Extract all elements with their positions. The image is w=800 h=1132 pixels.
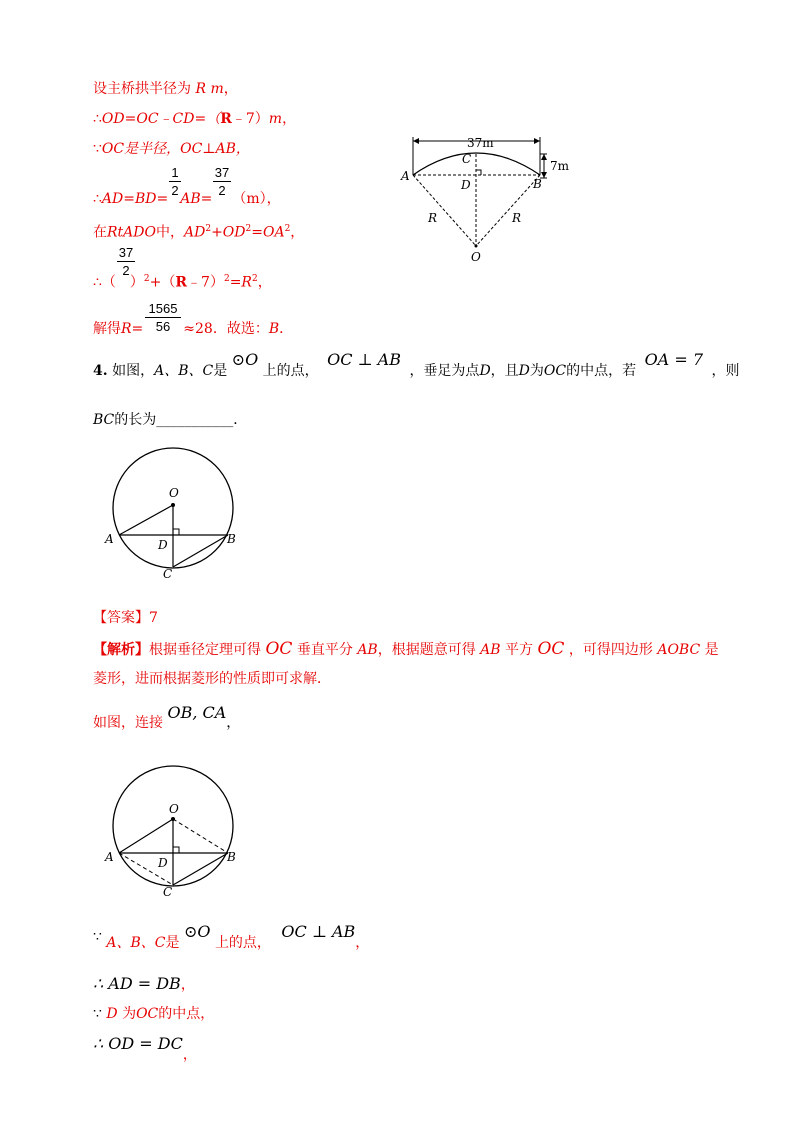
sol3-line2 bbox=[93, 110, 296, 128]
text: ， bbox=[257, 274, 272, 291]
analysis-tag: 【解析】 bbox=[93, 642, 149, 658]
math-odot-O: ⊙O bbox=[183, 922, 211, 941]
text: 是 bbox=[704, 642, 719, 658]
superscript: 2 bbox=[143, 274, 150, 284]
line-OB-dashed bbox=[173, 819, 228, 853]
numerator: 37 bbox=[214, 165, 230, 180]
therefore-symbol: ∴ bbox=[93, 191, 102, 207]
fraction-bar bbox=[117, 261, 135, 262]
text: AOBC bbox=[657, 642, 701, 658]
because-symbol: ∵ bbox=[93, 929, 102, 945]
superscript: 2 bbox=[245, 224, 252, 234]
sol3-line3 bbox=[93, 140, 250, 158]
text: ， bbox=[182, 1047, 197, 1063]
label-A: A bbox=[105, 850, 114, 864]
text: ﹣7） bbox=[187, 274, 224, 291]
text: ， bbox=[226, 715, 241, 731]
label-D: D bbox=[461, 178, 471, 192]
math-OC: OC bbox=[265, 639, 293, 659]
numerator: 37 bbox=[118, 245, 134, 260]
var-R: R bbox=[175, 274, 188, 291]
text: AB bbox=[480, 642, 501, 658]
point-O bbox=[171, 503, 175, 507]
sol3-line7 bbox=[93, 320, 293, 338]
superscript: 2 bbox=[251, 274, 258, 284]
denominator: 56 bbox=[155, 319, 171, 334]
text: A、B、C bbox=[154, 363, 214, 379]
text: ，根据题意可得 bbox=[377, 642, 476, 658]
fraction-bar bbox=[213, 181, 231, 182]
label-7m: 7m bbox=[550, 159, 570, 173]
text: OC bbox=[136, 1006, 159, 1022]
label-37m: 37m bbox=[467, 136, 494, 150]
text: 菱形，进而根据菱形的性质即可求解． bbox=[93, 671, 331, 687]
text: ． bbox=[279, 321, 294, 337]
text: D bbox=[479, 363, 491, 379]
text: ，则 bbox=[711, 363, 740, 379]
text: OC bbox=[543, 363, 567, 379]
arrow-right-icon bbox=[534, 138, 540, 144]
label-O: O bbox=[471, 250, 481, 264]
sol3-line6 bbox=[93, 270, 272, 292]
answer-value: 7 bbox=[149, 610, 158, 626]
text: 是 bbox=[213, 363, 228, 379]
q4-line1 bbox=[93, 350, 740, 380]
analysis-line2 bbox=[93, 670, 331, 688]
text: ， bbox=[180, 977, 195, 993]
text: AB= bbox=[180, 191, 213, 207]
text: OD=OC﹣CD=（ bbox=[101, 111, 221, 127]
arrow-down-icon bbox=[541, 172, 547, 178]
text: D bbox=[106, 1006, 118, 1022]
text: A、B、C bbox=[106, 935, 166, 951]
answer-tag: 【答案】 bbox=[93, 610, 149, 626]
question-number: 4. bbox=[93, 363, 108, 379]
text: =OA bbox=[251, 224, 285, 241]
label-C: C bbox=[163, 885, 173, 898]
text: 为 bbox=[529, 363, 544, 379]
proof-line1 bbox=[93, 922, 370, 952]
label-B: B bbox=[227, 850, 236, 864]
label-C: C bbox=[462, 152, 472, 166]
text: BC bbox=[93, 412, 115, 428]
sol3-line5 bbox=[93, 220, 304, 242]
label-R-left: R bbox=[428, 211, 438, 225]
text: +OD bbox=[211, 224, 246, 241]
proof-line3 bbox=[93, 1005, 214, 1023]
superscript: 2 bbox=[284, 224, 291, 234]
text: ， bbox=[355, 935, 370, 951]
math-odot-O: ⊙O bbox=[231, 350, 259, 369]
math-OC-perp-AB: OC ⊥ AB bbox=[327, 350, 401, 369]
text: 在 bbox=[93, 224, 107, 241]
text: 中， bbox=[155, 224, 184, 241]
text: ，且 bbox=[490, 363, 519, 379]
label-C: C bbox=[163, 567, 173, 580]
text: 解得 bbox=[93, 321, 121, 337]
text: 设主桥拱半径为 bbox=[93, 81, 191, 97]
label-B: B bbox=[533, 177, 542, 191]
text: 垂直平分 bbox=[296, 642, 353, 658]
circle-figure-solution bbox=[103, 763, 248, 898]
fraction-bar bbox=[169, 181, 181, 182]
text: ≈28．故选： bbox=[183, 321, 269, 337]
text: ， bbox=[290, 224, 305, 241]
text: ，可得四边形 bbox=[568, 642, 653, 658]
proof-line2 bbox=[93, 975, 195, 994]
text: OC是半径，OC⊥AB， bbox=[101, 141, 250, 157]
text: ，垂足为点 bbox=[409, 363, 480, 379]
math-OB-CA: OB, CA bbox=[167, 703, 227, 722]
text: （m）， bbox=[232, 191, 281, 207]
denominator: 2 bbox=[122, 263, 130, 278]
text: 的中点， bbox=[158, 1006, 215, 1022]
text: 的中点，若 bbox=[566, 363, 637, 379]
sol3-line4 bbox=[93, 190, 281, 208]
var-m: m bbox=[268, 111, 283, 127]
text: 如图， bbox=[112, 363, 155, 379]
text: 为 bbox=[122, 1006, 137, 1022]
text: 上的点， bbox=[262, 363, 319, 379]
q4-line2 bbox=[93, 411, 247, 429]
label-R-right: R bbox=[512, 211, 522, 225]
text: D bbox=[518, 363, 530, 379]
answer-line bbox=[93, 609, 158, 627]
therefore-symbol: ∴ bbox=[93, 274, 102, 291]
text: 的长为___________． bbox=[114, 412, 248, 428]
point-O bbox=[475, 245, 478, 248]
text: AB bbox=[357, 642, 378, 658]
var-R: R bbox=[220, 111, 232, 127]
numerator: 1565 bbox=[148, 301, 178, 316]
label-A: A bbox=[401, 169, 410, 183]
line-OA bbox=[119, 819, 173, 853]
text: ， bbox=[223, 81, 238, 97]
arrow-up-icon bbox=[541, 154, 547, 160]
text: 根据垂径定理可得 bbox=[149, 642, 261, 658]
circle-figure-question bbox=[103, 445, 248, 580]
label-B: B bbox=[227, 532, 236, 546]
superscript: 2 bbox=[223, 274, 230, 284]
right-angle-mark bbox=[173, 847, 179, 853]
fraction-bar bbox=[145, 317, 181, 318]
label-O: O bbox=[169, 486, 179, 500]
analysis-line1 bbox=[93, 640, 719, 659]
right-angle-mark bbox=[476, 170, 481, 175]
var-R: R bbox=[195, 81, 206, 97]
sol3-line1 bbox=[93, 80, 238, 98]
analysis-line3 bbox=[93, 703, 241, 732]
math-OC-perp-AB: OC ⊥ AB bbox=[281, 922, 356, 941]
denominator: 2 bbox=[218, 183, 226, 198]
superscript: 2 bbox=[205, 224, 212, 234]
right-angle-mark bbox=[173, 529, 179, 535]
text: 上的点， bbox=[214, 935, 271, 951]
bridge-arch-figure bbox=[400, 133, 575, 265]
arrow-left-icon bbox=[413, 138, 419, 144]
text: RtADO bbox=[107, 224, 156, 241]
label-D: D bbox=[158, 538, 168, 552]
therefore-symbol: ∴ bbox=[93, 111, 102, 127]
because-symbol: ∵ bbox=[93, 1006, 102, 1022]
line-BO bbox=[476, 175, 540, 246]
label-D: D bbox=[158, 856, 168, 870]
var-m: m bbox=[210, 81, 224, 97]
text: （ bbox=[101, 274, 116, 291]
text: ﹣7） bbox=[231, 111, 269, 127]
line-OA bbox=[119, 505, 173, 535]
point-O bbox=[171, 817, 175, 821]
numerator: 1 bbox=[171, 165, 179, 180]
text: 平方 bbox=[505, 642, 534, 658]
line-BC bbox=[173, 535, 228, 567]
text: R= bbox=[121, 321, 144, 337]
text: ， bbox=[282, 111, 297, 127]
text: +（ bbox=[149, 274, 176, 291]
label-A: A bbox=[105, 532, 114, 546]
label-O: O bbox=[169, 802, 179, 816]
math-OD-equals-DC: ∴ OD = DC bbox=[93, 1034, 183, 1053]
text: AD bbox=[183, 224, 206, 241]
because-symbol: ∵ bbox=[93, 141, 102, 157]
text: 如图，连接 bbox=[93, 715, 163, 731]
text: AD=BD= bbox=[101, 191, 169, 207]
proof-line4 bbox=[93, 1034, 197, 1063]
math-OA-equals-7: OA = 7 bbox=[644, 350, 703, 369]
denominator: 2 bbox=[171, 183, 179, 198]
text: B bbox=[268, 321, 280, 337]
math-AD-equals-DB: ∴ AD = DB bbox=[93, 974, 181, 993]
text: =R bbox=[229, 274, 252, 291]
text: ） bbox=[129, 274, 144, 291]
line-BC bbox=[173, 853, 228, 885]
text: 是 bbox=[165, 935, 180, 951]
math-OC: OC bbox=[537, 639, 565, 659]
